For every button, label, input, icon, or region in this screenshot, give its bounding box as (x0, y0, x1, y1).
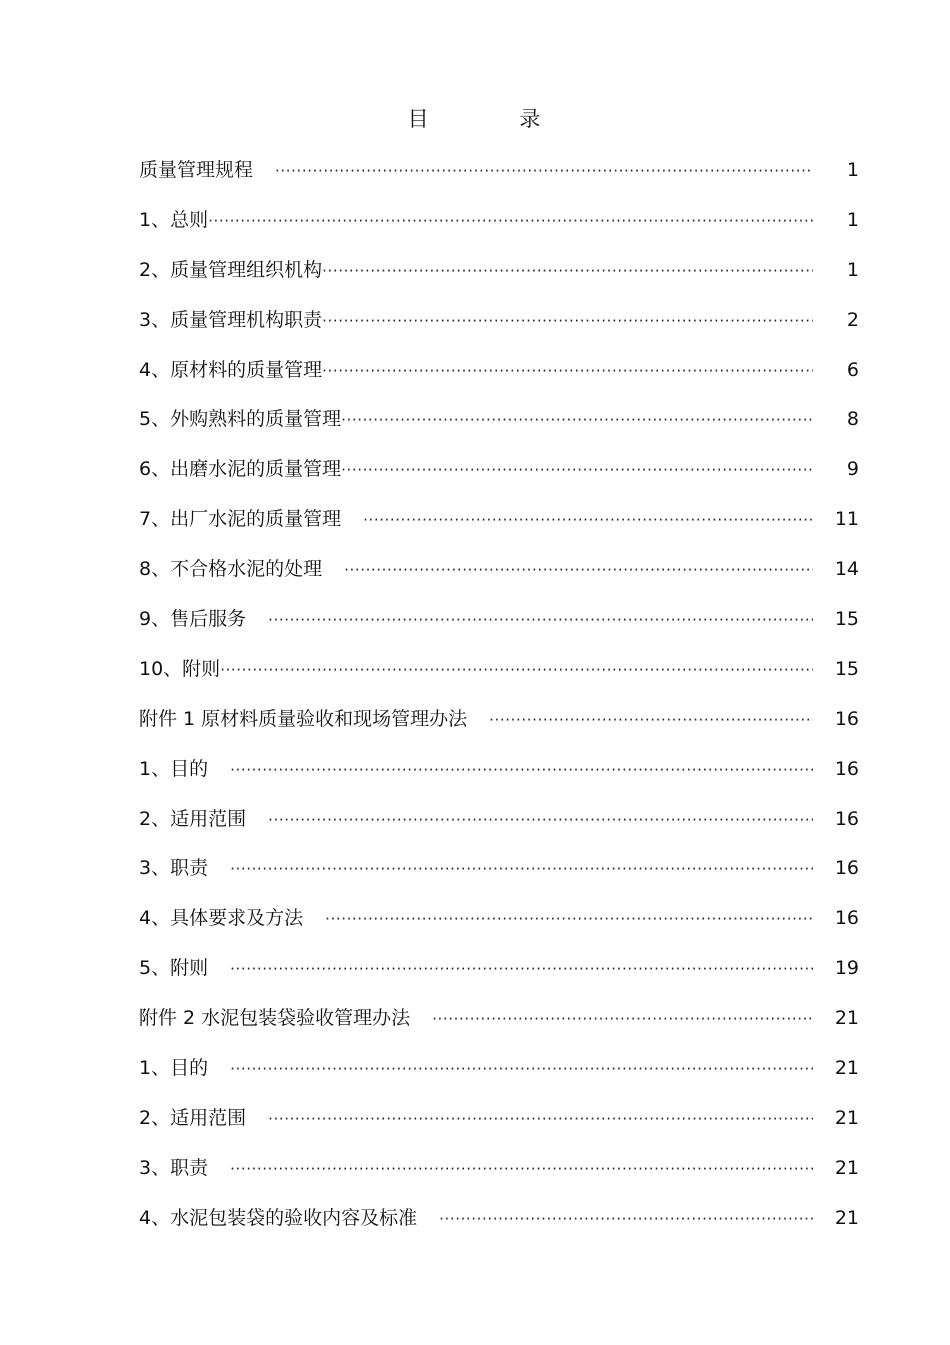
table-of-contents (139, 155, 859, 1253)
toc-entry-page-number: 15 (834, 657, 859, 680)
page-title: 目 录 (407, 107, 583, 131)
toc-entry-label: 质量管理规程 (139, 159, 254, 181)
dot-leader (363, 505, 813, 535)
toc-entry[interactable] (139, 205, 859, 255)
toc-entry-label: 5、外购熟料的质量管理 (139, 408, 342, 431)
toc-entry-label: 1、目的 (139, 757, 209, 780)
dot-leader (268, 605, 813, 635)
toc-entry-label: 2、质量管理组织机构 (139, 258, 323, 281)
toc-entry-label: 2、适用范围 (139, 807, 247, 830)
toc-entry-page-number: 14 (834, 558, 859, 581)
dot-leader (268, 805, 813, 835)
toc-entry-label: 8、不合格水泥的处理 (139, 558, 323, 581)
toc-entry-page-number: 21 (834, 1007, 859, 1030)
toc-entry-label: 6、出磨水泥的质量管理 (139, 458, 342, 481)
dot-leader (489, 705, 813, 735)
toc-entry[interactable] (139, 355, 859, 405)
toc-entry-page-number: 6 (846, 358, 859, 381)
dot-leader (341, 405, 813, 435)
toc-entry[interactable] (139, 1053, 859, 1103)
toc-entry-page-number: 16 (834, 757, 859, 780)
dot-leader (322, 306, 813, 336)
toc-entry[interactable] (139, 804, 859, 854)
dot-leader (322, 256, 813, 286)
toc-entry-label: 附件 2 水泥包装袋验收管理办法 (139, 1007, 411, 1030)
dot-leader (325, 904, 813, 934)
toc-entry-page-number: 21 (834, 1106, 859, 1129)
toc-entry[interactable] (139, 404, 859, 454)
toc-entry-label: 4、具体要求及方法 (139, 907, 304, 930)
toc-entry-label: 附件 1 原材料质量验收和现场管理办法 (139, 707, 468, 730)
toc-entry-page-number: 16 (834, 907, 859, 930)
toc-entry-page-number: 16 (834, 807, 859, 830)
toc-entry-page-number: 1 (846, 258, 859, 281)
toc-entry-label: 5、附则 (139, 957, 209, 980)
toc-entry[interactable] (139, 754, 859, 804)
toc-entry[interactable] (139, 853, 859, 903)
toc-entry-label: 10、附则 (139, 657, 221, 680)
dot-leader (230, 755, 813, 785)
toc-entry[interactable] (139, 953, 859, 1003)
toc-entry-label: 9、售后服务 (139, 608, 247, 631)
dot-leader (208, 206, 813, 236)
toc-entry[interactable] (139, 1103, 859, 1153)
dot-leader (432, 1004, 813, 1034)
toc-entry-page-number: 16 (834, 857, 859, 880)
toc-entry[interactable] (139, 305, 859, 355)
toc-entry-page-number: 8 (846, 408, 859, 431)
dot-leader (268, 1104, 813, 1134)
dot-leader (220, 655, 813, 685)
dot-leader (341, 455, 813, 485)
toc-entry-page-number: 2 (846, 308, 859, 331)
dot-leader (230, 854, 813, 884)
toc-entry-page-number: 21 (834, 1206, 859, 1229)
toc-entry[interactable] (139, 654, 859, 704)
toc-entry[interactable] (139, 255, 859, 305)
toc-entry-label: 4、原材料的质量管理 (139, 358, 323, 381)
toc-entry[interactable] (139, 604, 859, 654)
toc-entry-page-number: 11 (834, 508, 859, 531)
toc-entry[interactable] (139, 504, 859, 554)
toc-entry[interactable] (139, 704, 859, 754)
toc-entry-page-number: 1 (846, 159, 859, 181)
toc-entry[interactable] (139, 1003, 859, 1053)
dot-leader (439, 1204, 813, 1234)
toc-entry-page-number: 1 (846, 208, 859, 231)
toc-entry-page-number: 21 (834, 1057, 859, 1080)
dot-leader (275, 156, 813, 186)
toc-entry-label: 3、职责 (139, 857, 209, 880)
toc-entry-label: 7、出厂水泥的质量管理 (139, 508, 342, 531)
toc-entry-page-number: 15 (834, 608, 859, 631)
toc-entry-label: 4、水泥包装袋的验收内容及标准 (139, 1206, 418, 1229)
toc-entry[interactable] (139, 1203, 859, 1253)
toc-entry-page-number: 21 (834, 1156, 859, 1179)
toc-entry-label: 3、质量管理机构职责 (139, 308, 323, 331)
dot-leader (344, 555, 813, 585)
toc-entry-page-number: 16 (834, 707, 859, 730)
toc-entry[interactable] (139, 1153, 859, 1203)
dot-leader (230, 954, 813, 984)
dot-leader (230, 1054, 813, 1084)
toc-entry[interactable] (139, 155, 859, 205)
dot-leader (230, 1154, 813, 1184)
toc-entry-page-number: 19 (834, 957, 859, 980)
toc-entry[interactable] (139, 903, 859, 953)
toc-entry[interactable] (139, 454, 859, 504)
toc-entry-label: 2、适用范围 (139, 1106, 247, 1129)
dot-leader (322, 356, 813, 386)
toc-entry-page-number: 9 (846, 458, 859, 481)
toc-entry-label: 1、目的 (139, 1057, 209, 1080)
toc-entry-label: 3、职责 (139, 1156, 209, 1179)
toc-entry[interactable] (139, 554, 859, 604)
toc-entry-label: 1、总则 (139, 208, 209, 231)
